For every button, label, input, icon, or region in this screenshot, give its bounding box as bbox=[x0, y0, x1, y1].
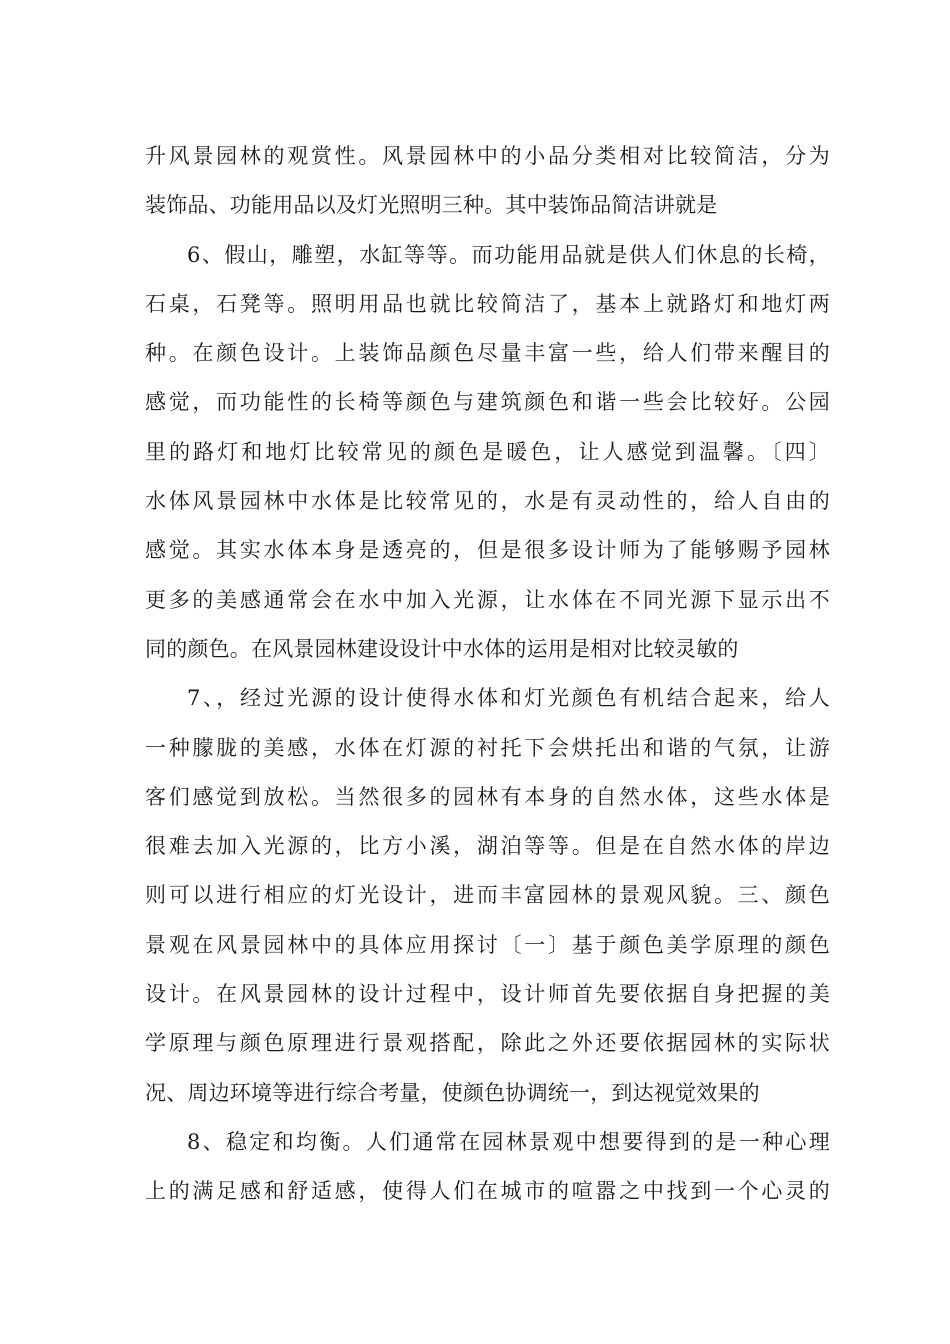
text-line: 6、假山，雕塑，水缸等等。而功能用品就是供人们休息的长椅， bbox=[187, 242, 830, 267]
text-line: 装饰品、功能用品以及灯光照明三种。其中装饰品简洁讲就是 bbox=[145, 193, 718, 218]
text-line: 很难去加入光源的，比方小溪，湖泊等等。但是在自然水体的岸边 bbox=[145, 834, 830, 859]
document-body bbox=[145, 132, 830, 1217]
text-line: 石桌，石凳等。照明用品也就比较简洁了，基本上就路灯和地灯两 bbox=[145, 291, 830, 316]
text-line: 同的颜色。在风景园林建设设计中水体的运用是相对比较灵敏的 bbox=[145, 636, 739, 661]
text-line: 景观在风景园林中的具体应用探讨〔一〕基于颜色美学原理的颜色 bbox=[145, 932, 830, 957]
text-line: 感觉，而功能性的长椅等颜色与建筑颜色和谐一些会比较好。公园 bbox=[145, 390, 830, 415]
text-line: 则可以进行相应的灯光设计，进而丰富园林的景观风貌。三、颜色 bbox=[145, 883, 830, 908]
text-line: 7、，经过光源的设计使得水体和灯光颜色有机结合起来，给人 bbox=[187, 686, 830, 711]
text-line: 升风景园林的观赏性。风景园林中的小品分类相对比较简洁，分为 bbox=[145, 144, 830, 168]
text-line: 种。在颜色设计。上装饰品颜色尽量丰富一些，给人们带来醒目的 bbox=[145, 341, 830, 366]
text-line: 一种朦胧的美感，水体在灯源的衬托下会烘托出和谐的气氛，让游 bbox=[145, 735, 830, 760]
text-line: 水体风景园林中水体是比较常见的，水是有灵动性的，给人自由的 bbox=[145, 489, 830, 514]
text-line: 8、稳定和均衡。人们通常在园林景观中想要得到的是一种心理 bbox=[187, 1129, 830, 1154]
text-line: 学原理与颜色原理进行景观搭配，除此之外还要依据园林的实际状 bbox=[145, 1031, 830, 1056]
text-line: 上的满足感和舒适感，使得人们在城市的喧嚣之中找到一个心灵的 bbox=[145, 1179, 830, 1204]
text-line: 感觉。其实水体本身是透亮的，但是很多设计师为了能够赐予园林 bbox=[145, 538, 830, 563]
text-line: 里的路灯和地灯比较常见的颜色是暖色，让人感觉到温馨。〔四〕 bbox=[145, 439, 830, 464]
text-line: 设计。在风景园林的设计过程中，设计师首先要依据自身把握的美 bbox=[145, 982, 830, 1007]
text-line: 况、周边环境等进行综合考量，使颜色协调统一，到达视觉效果的 bbox=[145, 1080, 760, 1105]
text-line: 更多的美感通常会在水中加入光源，让水体在不同光源下显示出不 bbox=[145, 587, 830, 612]
text-line: 客们感觉到放松。当然很多的园林有本身的自然水体，这些水体是 bbox=[145, 784, 830, 809]
